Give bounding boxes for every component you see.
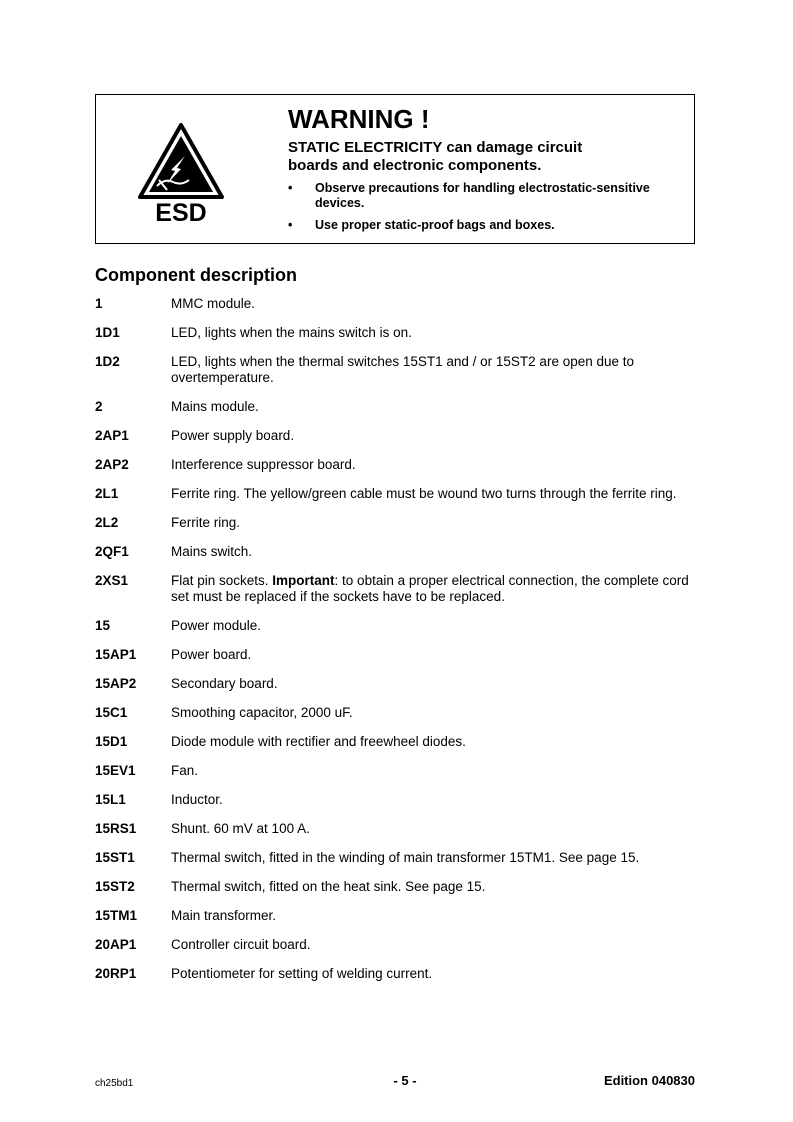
component-code: 1D1 [95, 325, 120, 340]
component-description: Ferrite ring. [171, 515, 241, 530]
component-description: Main transformer. [171, 908, 277, 923]
esd-label: ESD [155, 199, 207, 227]
page-number: - 5 - [393, 1073, 417, 1088]
component-row [95, 457, 705, 473]
component-row [95, 647, 705, 663]
component-description: Controller circuit board. [171, 937, 311, 952]
component-row [95, 354, 705, 386]
component-code: 1 [95, 296, 103, 311]
component-row [95, 573, 705, 605]
component-description: Power module. [171, 618, 262, 633]
component-code: 15RS1 [95, 821, 137, 836]
component-description: Inductor. [171, 792, 223, 807]
component-code: 15AP1 [95, 647, 137, 662]
component-row [95, 544, 705, 560]
component-row [95, 705, 705, 721]
component-code: 2XS1 [95, 573, 129, 588]
component-code: 2 [95, 399, 103, 414]
esd-warning-box [95, 94, 695, 244]
component-row [95, 325, 705, 341]
component-code: 15ST2 [95, 879, 135, 894]
edition-label: Edition 040830 [603, 1073, 695, 1088]
component-code: 2L1 [95, 486, 119, 501]
component-row [95, 676, 705, 692]
component-description: Shunt. 60 mV at 100 A. [171, 821, 310, 836]
component-description: Thermal switch, fitted in the winding of main transformer 15TM1. See page 15. [171, 850, 640, 865]
component-row [95, 821, 705, 837]
component-code: 15 [95, 618, 111, 633]
component-code: 1D2 [95, 354, 120, 369]
component-code: 2AP1 [95, 428, 129, 443]
component-row [95, 908, 705, 924]
component-row [95, 966, 705, 982]
component-row [95, 515, 705, 531]
component-code: 15C1 [95, 705, 128, 720]
warning-item [288, 218, 688, 233]
description-text: Flat pin sockets. [171, 573, 273, 588]
component-code: 15ST1 [95, 850, 135, 865]
component-code: 20AP1 [95, 937, 137, 952]
component-code: 2L2 [95, 515, 119, 530]
component-row [95, 850, 705, 866]
warning-title: WARNING ! [288, 104, 430, 134]
component-description: Thermal switch, fitted on the heat sink. See page 15. [171, 879, 486, 894]
component-description: Diode module with rectifier and freewheel diodes. [171, 734, 466, 749]
component-row [95, 792, 705, 808]
component-row [95, 399, 705, 415]
component-row [95, 734, 705, 750]
component-code: 15EV1 [95, 763, 136, 778]
component-row [95, 763, 705, 779]
document-code: ch25bd1 [95, 1078, 134, 1089]
warning-subtitle: STATIC ELECTRICITY can damage circuit boards and electronic components. [288, 139, 583, 174]
warning-item-text: Use proper static-proof bags and boxes. [315, 218, 555, 232]
bullet-icon: • [288, 181, 293, 195]
important-label: Important [272, 573, 335, 588]
component-row [95, 428, 705, 444]
component-description: Ferrite ring. The yellow/green cable must be wound two turns through the ferrite ring. [171, 486, 677, 501]
description-text: : to obtain a proper electrical connection, the complete cord set must be replaced if the sockets have to be replaced. [171, 573, 689, 604]
component-row [95, 937, 705, 953]
component-row [95, 486, 705, 502]
component-description: Power supply board. [171, 428, 295, 443]
component-code: 15AP2 [95, 676, 137, 691]
warning-list [288, 181, 688, 240]
component-list [95, 296, 705, 995]
component-row [95, 879, 705, 895]
warning-item-text: Observe precautions for handling electrostatic-sensitive devices. [315, 181, 650, 210]
component-description: Power board. [171, 647, 252, 662]
component-code: 15D1 [95, 734, 128, 749]
component-description: MMC module. [171, 296, 256, 311]
section-title: Component description [95, 265, 297, 285]
component-code: 15L1 [95, 792, 126, 807]
component-row [95, 296, 705, 312]
component-description: LED, lights when the thermal switches 15ST1 and / or 15ST2 are open due to overtemperature. [171, 354, 635, 385]
component-code: 20RP1 [95, 966, 137, 981]
component-description: Potentiometer for setting of welding current. [171, 966, 433, 981]
warning-item [288, 181, 688, 211]
component-code: 2AP2 [95, 457, 129, 472]
component-description [171, 573, 705, 605]
component-description: Mains switch. [171, 544, 253, 559]
component-description: Mains module. [171, 399, 259, 414]
component-description: LED, lights when the mains switch is on. [171, 325, 412, 340]
esd-warning-icon [137, 122, 225, 200]
component-code: 2QF1 [95, 544, 129, 559]
component-description: Interference suppressor board. [171, 457, 356, 472]
component-code: 15TM1 [95, 908, 138, 923]
component-description: Smoothing capacitor, 2000 uF. [171, 705, 353, 720]
component-description: Secondary board. [171, 676, 278, 691]
component-row [95, 618, 705, 634]
component-description: Fan. [171, 763, 199, 778]
bullet-icon: • [288, 218, 293, 232]
